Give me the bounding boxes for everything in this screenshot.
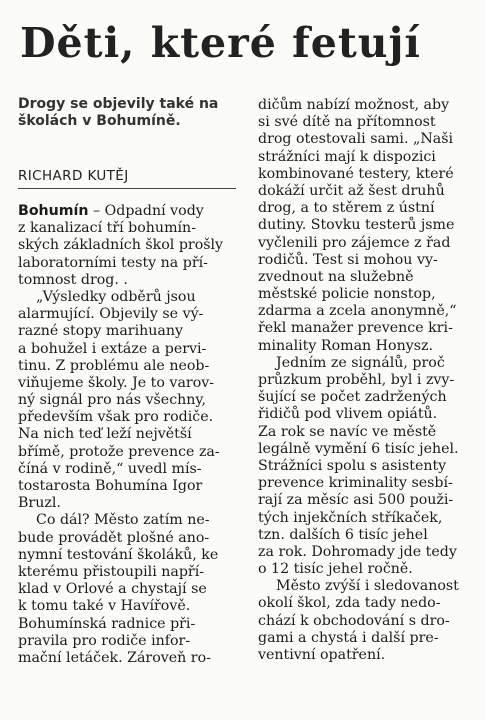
dateline: Bohumín <box>18 203 89 219</box>
article-text: bude provádět plošné ano- <box>18 529 210 546</box>
article-line: minality Roman Honysz. <box>258 337 434 354</box>
article-line: chází k obchodování s dro- <box>258 612 450 629</box>
article-column-left <box>18 203 236 667</box>
article-line <box>18 255 236 272</box>
article-line <box>18 358 236 375</box>
article-text: a bohužel i extáze a pervi- <box>18 340 207 357</box>
article-line <box>18 598 236 615</box>
article-line: drog otestovali sami. „Naši <box>258 131 454 148</box>
article-text: tomnost drog. . <box>18 271 128 288</box>
article-line <box>18 616 236 633</box>
article-line: si své dítě na přítomnost <box>258 114 436 131</box>
article-text: viňujeme školy. Je to varov- <box>18 374 215 391</box>
article-text: klad v Orlové a chystají se <box>18 581 207 598</box>
article-line <box>18 444 236 461</box>
article-line <box>18 512 236 529</box>
article-line: gami a chystá i další pre- <box>258 629 439 646</box>
article-line <box>18 564 236 581</box>
article-text: především však pro rodiče. <box>18 409 214 426</box>
article-text: tostarosta Bohumína Igor <box>18 478 203 494</box>
article-line <box>18 306 236 323</box>
article-line <box>18 633 236 650</box>
article-line <box>18 530 236 547</box>
article-line <box>18 323 236 340</box>
article-text: ských základních škol prošly <box>18 237 224 254</box>
article-line <box>18 495 236 512</box>
author-byline: RICHARD KUTĚJ <box>18 168 129 184</box>
article-text: Na nich teď leží největší <box>18 426 192 443</box>
article-line: drog, a to stěrem z ústní <box>258 200 435 217</box>
article-line: průzkum proběhl, byl i zvy- <box>258 372 455 388</box>
article-line: legálně vymění 6 tisíc jehel. <box>258 440 459 457</box>
article-line: ventivní opatření. <box>258 647 386 663</box>
article-line <box>18 203 236 220</box>
article-text: kterému přistoupili napří- <box>18 563 205 580</box>
article-line: Strážníci spolu s asistenty <box>258 457 447 474</box>
article-line: Za rok se navíc ve městě <box>258 423 437 440</box>
article-line: šující se počet zadržených <box>258 389 447 406</box>
article-line: tzn. dalších 6 tisíc jehel <box>258 526 428 543</box>
article-line <box>18 392 236 409</box>
article-line: dičům nabízí možnost, aby <box>258 97 450 113</box>
article-line: kombinované testery, které <box>258 165 454 182</box>
article-line <box>18 375 236 392</box>
article-text: z kanalizací tří bohumín- <box>18 220 196 237</box>
article-text: „Výsledky odběrů jsou <box>18 288 196 305</box>
article-text: laboratorními testy na pří- <box>18 254 208 271</box>
article-text: tinu. Z problému ale neob- <box>18 357 210 374</box>
article-line <box>18 461 236 478</box>
article-line <box>18 409 236 426</box>
lead-line: Drogy se objevily také na <box>18 96 219 112</box>
article-line: Jedním ze signálů, proč <box>258 354 445 371</box>
article-line <box>18 547 236 564</box>
lead-line: školách v Bohumíně. <box>18 113 181 130</box>
article-line <box>18 289 236 306</box>
article-text: mační letáček. Zároveň ro- <box>18 649 211 666</box>
article-line: zvednout na služebně <box>258 268 414 285</box>
article-line <box>18 581 236 598</box>
article-line: řekl manažer prevence kri- <box>258 320 453 337</box>
article-text: břímě, protože prevence za- <box>18 443 220 460</box>
article-line <box>18 650 236 667</box>
article-text: nymní testování školáků, ke <box>18 546 219 563</box>
article-line: okolí škol, zda tady nedo- <box>258 595 441 612</box>
article-column-right <box>258 97 476 664</box>
article-line: rodičů. Test si mohou vy- <box>258 251 438 268</box>
article-text: – Odpadní vody <box>88 203 204 219</box>
article-line: řidičů pod vlivem opiátů. <box>258 406 438 423</box>
article-line <box>18 237 236 254</box>
article-line: dokáží určit až šest druhů <box>258 182 445 199</box>
article-line: zdarma a zcela anonymně,“ <box>258 303 457 320</box>
article-line: strážníci mají k dispozici <box>258 148 436 165</box>
article-text: číná v rodině,“ uvedl mís- <box>18 460 202 477</box>
article-text: k tomu také v Havířově. <box>18 598 191 615</box>
article-text: razné stopy marihuany <box>18 323 184 340</box>
article-line <box>18 341 236 358</box>
article-line: vyčlenili pro zájemce z řad <box>258 234 451 251</box>
article-line: Město zvýší i sledovanost <box>258 578 459 595</box>
article-line: o 12 tisíc jehel ročně. <box>258 561 413 578</box>
article-text: pravila pro rodiče infor- <box>18 632 191 649</box>
article-line: dutiny. Stovku testerů jsme <box>258 217 455 234</box>
article-text: Bruzl. <box>18 495 61 512</box>
byline-rule <box>18 188 236 189</box>
article-line <box>18 272 236 289</box>
article-line: za rok. Dohromady jde tedy <box>258 543 457 560</box>
article-text: ný signál pro nás všechny, <box>18 392 207 409</box>
article-text: Bohumínská radnice při- <box>18 615 196 632</box>
article-line <box>18 426 236 443</box>
article-line: městské policie nonstop, <box>258 286 436 303</box>
article-text: Co dál? Město zatím ne- <box>18 512 210 529</box>
article-line: rají za měsíc asi 500 použi- <box>258 492 454 509</box>
article-line <box>18 220 236 237</box>
article-line <box>18 478 236 495</box>
article-line: prevence kriminality sesbí- <box>258 475 453 492</box>
article-line: tých injekčních stříkaček, <box>258 509 443 526</box>
lead-text <box>18 96 236 130</box>
article-text: alarmující. Objevily se vý- <box>18 306 204 323</box>
headline: Děti, které fetují <box>20 19 421 67</box>
